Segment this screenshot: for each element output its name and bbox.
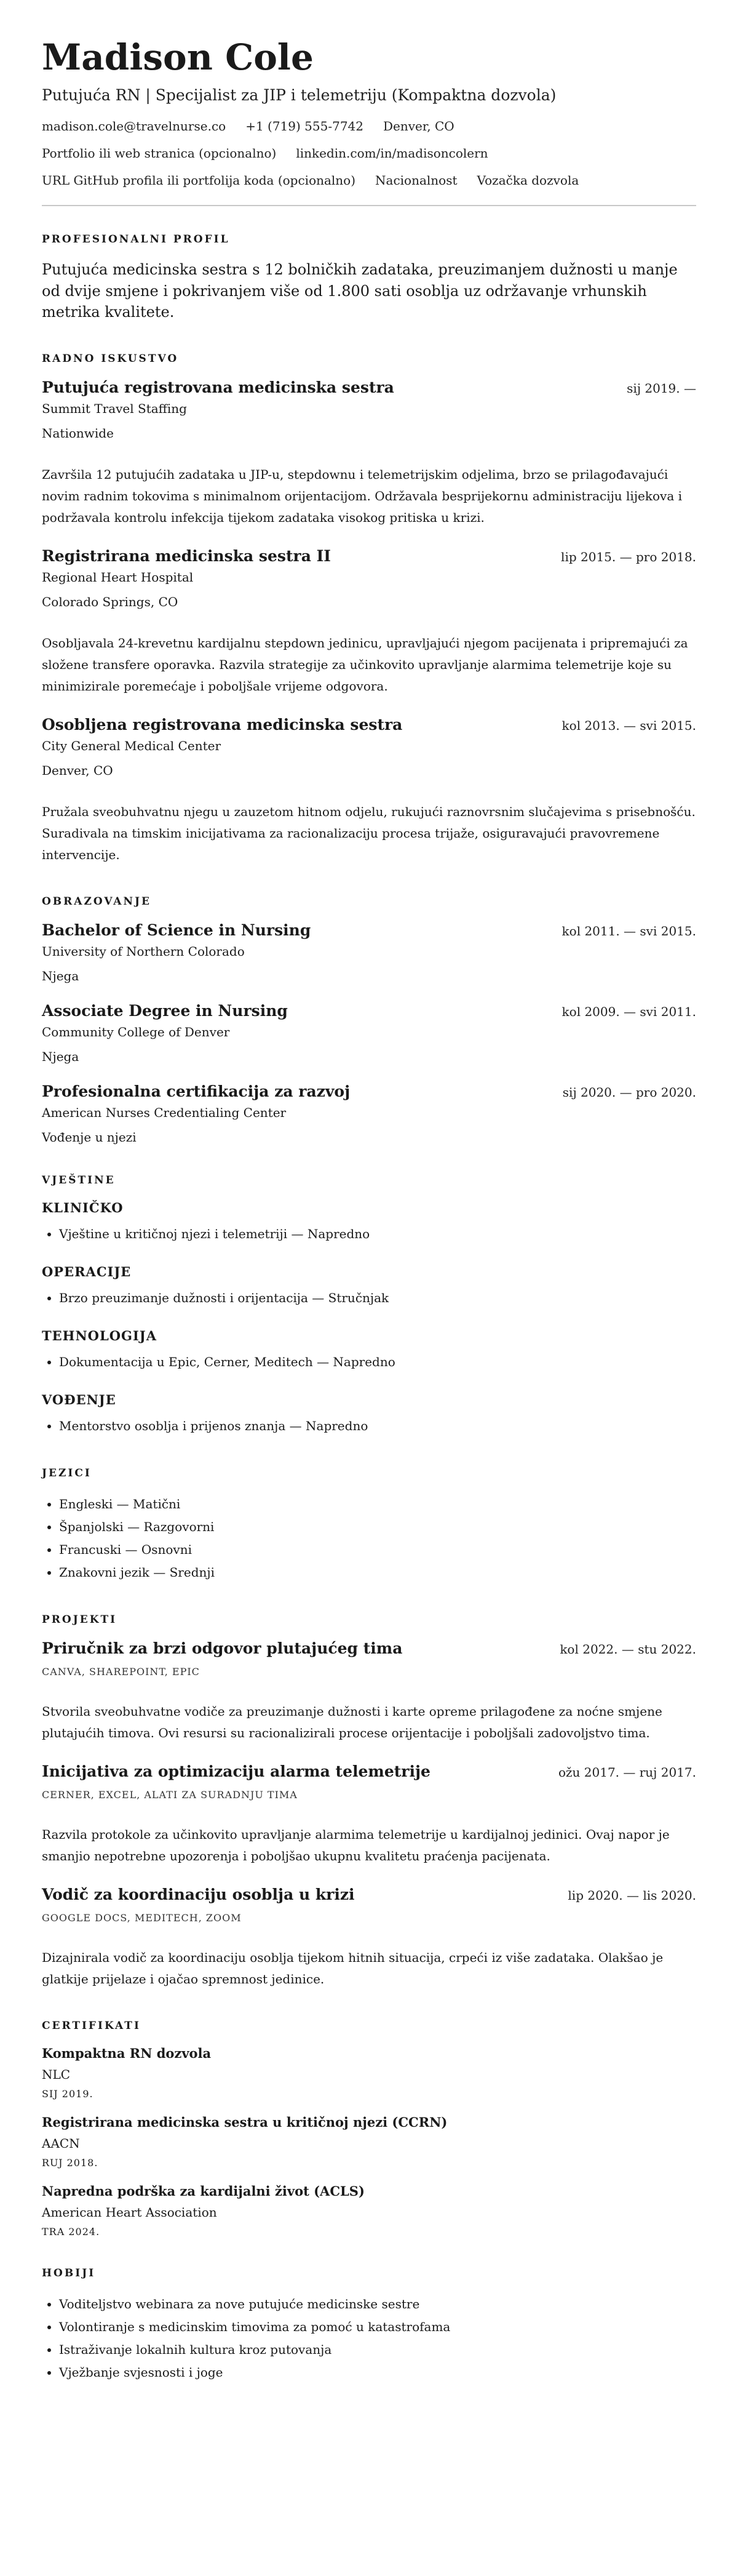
projects-section <box>42 1614 696 1990</box>
education-title: OBRAZOVANJE <box>42 895 152 908</box>
certificate-date: SIJ 2019. <box>42 2088 93 2100</box>
education-dates: kol 2011. — svi 2015. <box>561 924 696 939</box>
skill-item: • Brzo preuzimanje dužnosti i orijentacija — Stručnjak <box>59 1287 696 1310</box>
project-tech: CANVA, SHAREPOINT, EPIC <box>42 1666 200 1678</box>
certificate-issuer: NLC <box>42 2067 71 2082</box>
resume-header <box>42 38 696 188</box>
certificate-date: TRA 2024. <box>42 2226 100 2238</box>
certificates-section <box>42 2020 696 2238</box>
project-entry <box>42 1886 696 1990</box>
candidate-name: Madison Cole <box>42 36 314 78</box>
languages-section <box>42 1467 696 1584</box>
skill-category: VOĐENJE <box>42 1392 116 1408</box>
contact-email[interactable]: madison.cole@travelnurse.co <box>42 118 226 134</box>
projects-title: PROJEKTI <box>42 1614 117 1626</box>
certificate-name: Kompaktna RN dozvola <box>42 2046 212 2062</box>
summary-text: Putujuća medicinska sestra s 12 bolničkih zadataka, preuzimanjem dužnosti u manje od dvije smjene i pokrivanjem više od 1.800 sati osoblja uz održavanje vrhunskih metrika kvalitete. <box>42 260 678 321</box>
education-section <box>42 895 696 1145</box>
project-name: Inicijativa za optimizaciju alarma telemetrije <box>42 1762 430 1781</box>
experience-role: Registrirana medicinska sestra II <box>42 547 331 566</box>
education-school: Community College of Denver <box>42 1025 230 1040</box>
summary-section <box>42 233 696 323</box>
project-name: Vodič za koordinaciju osoblja u krizi <box>42 1886 355 1904</box>
experience-section <box>42 353 696 866</box>
skill-list <box>42 1223 696 1246</box>
experience-role: Osobljena registrovana medicinska sestra <box>42 716 403 734</box>
education-field: Njega <box>42 1049 79 1065</box>
contact-location: Denver, CO <box>383 118 454 134</box>
hobbies-section <box>42 2267 696 2384</box>
experience-description: Završila 12 putujućih zadataka u JIP-u, stepdownu i telemetrijskim odjelima, brzo se prilagođavajući novim radnim tokovima s minimalnom orijentacijom. Održavala besprijekornu administraciju lijekova i podržavala kontrolu infekcija tijekom zadataka visokog pritiska u krizi. <box>42 467 683 526</box>
project-tech: GOOGLE DOCS, MEDITECH, ZOOM <box>42 1912 242 1924</box>
experience-dates: sij 2019. — <box>627 381 696 396</box>
experience-dates: lip 2015. — pro 2018. <box>561 550 696 565</box>
skills-title: VJEŠTINE <box>42 1174 116 1187</box>
project-name: Priručnik za brzi odgovor plutajućeg tima <box>42 1639 403 1658</box>
experience-entry <box>42 716 696 866</box>
contact-nationality: Nacionalnost <box>375 172 458 188</box>
education-entry <box>42 921 696 983</box>
experience-entry <box>42 547 696 697</box>
header-divider <box>42 205 696 206</box>
contact-linkedin[interactable]: linkedin.com/in/madisoncolern <box>296 145 488 161</box>
certificate-date: RUJ 2018. <box>42 2157 98 2169</box>
certificate-issuer: AACN <box>42 2136 80 2151</box>
project-entry <box>42 1639 696 1744</box>
experience-company: Regional Heart Hospital <box>42 570 194 585</box>
education-field: Vođenje u njezi <box>42 1130 137 1145</box>
skill-category: KLINIČKO <box>42 1200 124 1216</box>
hobbies-title: HOBIJI <box>42 2267 96 2280</box>
project-dates: ožu 2017. — ruj 2017. <box>558 1765 696 1780</box>
project-description: Stvorila sveobuhvatne vodiče za preuzimanje dužnosti i karte opreme prilagođene za noćne smjene plutajućih timova. Ovi resursi su racionalizirali procese orijentacije i poboljšali zadovoljstvo tima. <box>42 1704 662 1741</box>
project-description: Razvila protokole za učinkovito upravljanje alarmima telemetrije u kardijalnoj jedinici. Ovaj napor je smanjio nepotrebne upozorenja i poboljšao ukupnu kvalitetu praćenja pacijenata. <box>42 1827 670 1864</box>
contact-license: Vozačka dozvola <box>477 172 579 188</box>
education-entry <box>42 1082 696 1145</box>
certificate-issuer: American Heart Association <box>42 2205 217 2220</box>
hobby-item: • Voditeljstvo webinara za nove putujuće medicinske sestre <box>59 2293 696 2316</box>
skill-category: TEHNOLOGIJA <box>42 1328 157 1344</box>
education-degree: Profesionalna certifikacija za razvoj <box>42 1082 351 1101</box>
skill-item: • Vještine u kritičnoj njezi i telemetriji — Napredno <box>59 1223 696 1246</box>
experience-description: Pružala sveobuhvatnu njegu u zauzetom hitnom odjelu, rukujući raznovrsnim slučajevima s prisebnošću. Suradivala na timskim inicijativama za racionalizaciju procesa trijaže, osiguravajući pravovremene intervencije. <box>42 804 696 863</box>
experience-title: RADNO ISKUSTVO <box>42 353 179 366</box>
education-degree: Bachelor of Science in Nursing <box>42 921 311 940</box>
experience-company: City General Medical Center <box>42 738 221 754</box>
experience-location: Nationwide <box>42 426 114 441</box>
experience-role: Putujuća registrovana medicinska sestra <box>42 378 394 397</box>
language-item: • Znakovni jezik — Srednji <box>59 1561 696 1584</box>
experience-location: Colorado Springs, CO <box>42 594 178 610</box>
education-degree: Associate Degree in Nursing <box>42 1002 288 1020</box>
project-description: Dizajnirala vodič za koordinaciju osoblja tijekom hitnih situacija, crpeći iz više zadataka. Olakšao je glatkije prijelaze i ojačao spremnost jedinice. <box>42 1950 664 1987</box>
contact-phone[interactable]: +1 (719) 555-7742 <box>245 118 363 134</box>
experience-description: Osobljavala 24-krevetnu kardijalnu stepdown jedinicu, upravljajući njegom pacijenata i pripremajući za složene transfere oporavka. Razvila strategije za učinkovito upravljanje alarmima telemetrije koje su minimizirale poremećaje i poboljšale vrijeme odgovora. <box>42 636 688 694</box>
project-entry <box>42 1762 696 1867</box>
skills-section <box>42 1174 696 1438</box>
hobby-item: • Vježbanje svjesnosti i joge <box>59 2361 696 2384</box>
education-school: University of Northern Colorado <box>42 944 245 959</box>
contact-row-primary <box>42 119 696 134</box>
education-field: Njega <box>42 969 79 984</box>
skill-list <box>42 1287 696 1310</box>
contact-portfolio[interactable]: Portfolio ili web stranica (opcionalno) <box>42 145 277 161</box>
certificate-name: Registrirana medicinska sestra u kritičnoj njezi (CCRN) <box>42 2114 448 2130</box>
certificate-entry <box>42 2183 696 2238</box>
project-dates: kol 2022. — stu 2022. <box>560 1642 696 1657</box>
skill-item: • Mentorstvo osoblja i prijenos znanja — Napredno <box>59 1415 696 1438</box>
contact-github[interactable]: URL GitHub profila ili portfolija koda (opcionalno) <box>42 172 356 188</box>
language-item: • Francuski — Osnovni <box>59 1538 696 1561</box>
contact-row-links <box>42 146 696 161</box>
skill-item: • Dokumentacija u Epic, Cerner, Meditech — Napredno <box>59 1351 696 1374</box>
hobby-item: • Istraživanje lokalnih kultura kroz putovanja <box>59 2338 696 2361</box>
language-item: • Engleski — Matični <box>59 1493 696 1516</box>
certificates-title: CERTIFIKATI <box>42 2020 141 2033</box>
skill-list <box>42 1415 696 1438</box>
experience-location: Denver, CO <box>42 763 113 778</box>
language-item: • Španjolski — Razgovorni <box>59 1516 696 1538</box>
certificate-entry <box>42 2046 696 2100</box>
candidate-headline: Putujuća RN | Specijalist za JIP i telemetriju (Kompaktna dozvola) <box>42 86 557 104</box>
certificate-name: Napredna podrška za kardijalni život (ACLS) <box>42 2183 365 2199</box>
education-school: American Nurses Credentialing Center <box>42 1105 287 1121</box>
skill-category: OPERACIJE <box>42 1264 132 1280</box>
education-entry <box>42 1002 696 1064</box>
project-dates: lip 2020. — lis 2020. <box>568 1888 696 1903</box>
experience-dates: kol 2013. — svi 2015. <box>561 718 696 734</box>
contact-row-extra <box>42 173 696 188</box>
language-list <box>42 1493 696 1584</box>
experience-entry <box>42 378 696 529</box>
experience-company: Summit Travel Staffing <box>42 401 187 417</box>
project-tech: CERNER, EXCEL, ALATI ZA SURADNJU TIMA <box>42 1789 298 1801</box>
certificate-entry <box>42 2114 696 2169</box>
hobby-item: • Volontiranje s medicinskim timovima za pomoć u katastrofama <box>59 2316 696 2338</box>
hobby-list <box>42 2293 696 2384</box>
skill-list <box>42 1351 696 1374</box>
education-dates: sij 2020. — pro 2020. <box>562 1085 696 1100</box>
languages-title: JEZICI <box>42 1467 92 1480</box>
summary-title: PROFESIONALNI PROFIL <box>42 233 230 246</box>
education-dates: kol 2009. — svi 2011. <box>561 1004 696 1020</box>
